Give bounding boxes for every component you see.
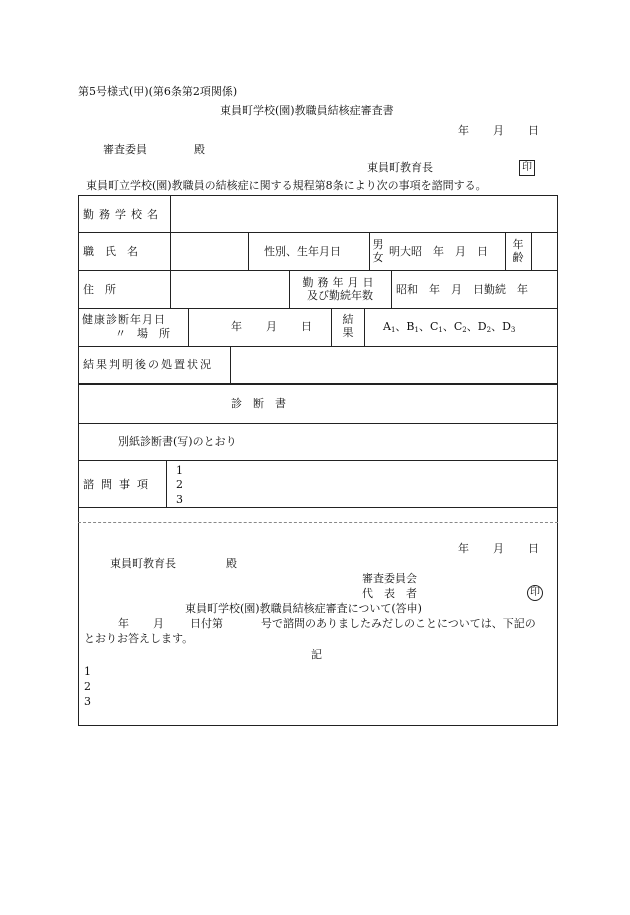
reply-body-rest: 号で諮問のありましたみだしのことについては、下記の bbox=[261, 617, 536, 630]
reply-body-month: 月 bbox=[153, 617, 164, 630]
exam-date-label: 健康診断年月日 bbox=[82, 313, 166, 326]
exam-year: 年 bbox=[231, 320, 242, 333]
reply-addressee: 東員町教育長 bbox=[110, 557, 176, 570]
inquiry-item: 2 bbox=[176, 478, 183, 491]
reply-honorific: 殿 bbox=[226, 557, 237, 570]
request-date-year: 年 bbox=[458, 124, 469, 137]
service-value: 昭和 年 月 日勤続 年 bbox=[396, 283, 528, 296]
address-label: 住 所 bbox=[83, 283, 116, 296]
name-label: 職 氏 名 bbox=[83, 245, 138, 258]
service-label: 勤務年月日 及び勤続年数 bbox=[302, 276, 378, 302]
inquiry-item: 3 bbox=[176, 493, 183, 506]
request-sender: 東員町教育長 bbox=[367, 161, 433, 174]
sex-female: 女 bbox=[372, 251, 384, 264]
request-intro: 東員町立学校(園)教職員の結核症に関する規程第8条により次の事項を諮問する。 bbox=[86, 179, 487, 192]
reply-representative: 代 表 者 bbox=[362, 587, 417, 600]
reply-body-year: 年 bbox=[118, 617, 129, 630]
seal-square-icon: 印 bbox=[519, 160, 535, 176]
reply-date-day: 日 bbox=[528, 542, 539, 555]
seal-round-icon: 印 bbox=[527, 585, 543, 601]
sex-male: 男 bbox=[372, 238, 384, 251]
request-title: 東員町学校(園)教職員結核症審査書 bbox=[220, 104, 394, 117]
request-addressee: 審査委員 bbox=[103, 143, 147, 156]
reply-title: 東員町学校(園)教職員結核症審査について(答申) bbox=[185, 602, 422, 615]
exam-place-label: 〃 場 所 bbox=[115, 327, 170, 340]
reply-note: 記 bbox=[311, 648, 322, 661]
reply-committee: 審査委員会 bbox=[362, 572, 417, 585]
inquiry-item: 1 bbox=[176, 464, 183, 477]
exam-month: 月 bbox=[266, 320, 277, 333]
reply-date-year: 年 bbox=[458, 542, 469, 555]
request-honorific: 殿 bbox=[194, 143, 205, 156]
exam-day: 日 bbox=[301, 320, 312, 333]
reply-item: 1 bbox=[84, 665, 91, 678]
age-label: 年 齢 bbox=[512, 238, 524, 264]
reply-body-line2: とおりお答えします。 bbox=[84, 632, 194, 645]
reply-body-dayref: 日付第 bbox=[190, 617, 223, 630]
diagnosis-note: 別紙診断書(写)のとおり bbox=[118, 435, 237, 448]
sex-birth-label: 性別、生年月日 bbox=[264, 245, 341, 258]
diagnosis-title: 診 断 書 bbox=[231, 397, 286, 410]
request-date-month: 月 bbox=[493, 124, 504, 137]
inquiry-label: 諮問事項 bbox=[83, 478, 155, 491]
reply-item: 2 bbox=[84, 680, 91, 693]
action-label: 結果判明後の処置状況 bbox=[83, 358, 213, 371]
era-line: 明大昭 年 月 日 bbox=[389, 245, 488, 258]
result-label: 結 果 bbox=[342, 313, 354, 339]
reply-date-month: 月 bbox=[493, 542, 504, 555]
sex-options bbox=[372, 238, 384, 264]
request-date-day: 日 bbox=[528, 124, 539, 137]
result-options: $A_1$、$B_1$、$C_1$、$C_2$、$D_2$、$D_3$ bbox=[383, 320, 516, 334]
reply-item: 3 bbox=[84, 695, 91, 708]
form-code: 第5号様式(甲)(第6条第2項関係) bbox=[78, 85, 238, 98]
school-label: 勤務学校名 bbox=[83, 208, 163, 221]
